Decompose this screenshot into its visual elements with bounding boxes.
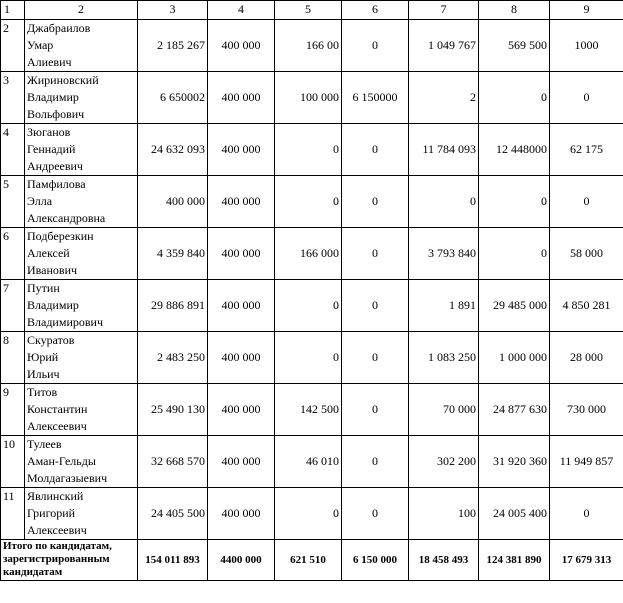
candidate-name-line: Аман-Гельды (27, 454, 96, 468)
value-cell-c9: 4 850 281 (550, 280, 623, 332)
table-row (1, 124, 623, 176)
candidate-name-line: Джабраилов (27, 21, 91, 35)
value-cell-c5: 0 (275, 280, 342, 332)
total-value-c7: 18 458 493 (409, 540, 479, 581)
table-row (1, 384, 623, 436)
value-cell-c8: 24 877 630 (479, 384, 550, 436)
value-cell-c9: 28 000 (550, 332, 623, 384)
row-number-cell: 10 (1, 436, 25, 488)
row-number-cell: 8 (1, 332, 25, 384)
value-cell-c5: 0 (275, 488, 342, 540)
row-number-cell: 4 (1, 124, 25, 176)
candidate-name-line: Титов (27, 385, 58, 399)
candidate-name-cell (25, 384, 138, 436)
value-cell-c6: 0 (342, 176, 409, 228)
candidate-name-line: Зюганов (27, 125, 71, 139)
value-cell-c3: 24 632 093 (138, 124, 208, 176)
value-cell-c4: 400 000 (208, 176, 275, 228)
table-row (1, 176, 623, 228)
total-value-c9: 17 679 313 (550, 540, 623, 581)
col-header-7: 7 (409, 1, 479, 20)
value-cell-c6: 0 (342, 488, 409, 540)
candidate-name-line: Владимир (27, 90, 79, 104)
value-cell-c6: 0 (342, 436, 409, 488)
value-cell-c7: 2 (409, 72, 479, 124)
candidate-name-line: Алиевич (27, 55, 72, 69)
candidate-name-line: Молдагазыевич (27, 471, 108, 485)
value-cell-c4: 400 000 (208, 384, 275, 436)
candidate-name-line: Геннадий (27, 142, 76, 156)
candidate-name-cell (25, 488, 138, 540)
value-cell-c4: 400 000 (208, 72, 275, 124)
candidate-name-cell (25, 20, 138, 72)
value-cell-c3: 2 483 250 (138, 332, 208, 384)
table-row (1, 72, 623, 124)
table-row (1, 436, 623, 488)
candidate-name-line: Скуратов (27, 333, 75, 347)
candidate-name-line: Подберезкин (27, 229, 94, 243)
candidate-name-line: Жириновский (27, 73, 99, 87)
row-number-cell: 5 (1, 176, 25, 228)
col-header-6: 6 (342, 1, 409, 20)
col-header-8: 8 (479, 1, 550, 20)
value-cell-c7: 100 (409, 488, 479, 540)
candidate-name-line: Иванович (27, 263, 78, 277)
value-cell-c3: 24 405 500 (138, 488, 208, 540)
value-cell-c4: 400 000 (208, 332, 275, 384)
candidate-name-line: Явлинский (27, 489, 84, 503)
candidate-name-line: Элла (27, 194, 53, 208)
value-cell-c6: 0 (342, 280, 409, 332)
value-cell-c8: 1 000 000 (479, 332, 550, 384)
value-cell-c7: 3 793 840 (409, 228, 479, 280)
column-number-header-row (1, 1, 623, 20)
value-cell-c6: 0 (342, 332, 409, 384)
candidate-name-cell (25, 332, 138, 384)
total-row (1, 540, 623, 581)
row-number-cell: 11 (1, 488, 25, 540)
candidate-name-line: Ильич (27, 367, 60, 381)
value-cell-c9: 11 949 857 (550, 436, 623, 488)
table-row (1, 332, 623, 384)
row-number-cell: 6 (1, 228, 25, 280)
value-cell-c9: 0 (550, 72, 623, 124)
candidate-name-line: Константин (27, 402, 88, 416)
value-cell-c7: 11 784 093 (409, 124, 479, 176)
value-cell-c8: 31 920 360 (479, 436, 550, 488)
total-label: Итого по кандидатам, зарегистрированным кандидатам (1, 540, 138, 581)
value-cell-c8: 29 485 000 (479, 280, 550, 332)
value-cell-c8: 0 (479, 228, 550, 280)
candidate-name-cell (25, 228, 138, 280)
candidate-name-cell (25, 436, 138, 488)
value-cell-c9: 0 (550, 176, 623, 228)
candidate-name-line: Александровна (27, 211, 106, 225)
value-cell-c3: 2 185 267 (138, 20, 208, 72)
candidate-name-line: Владимир (27, 298, 79, 312)
total-value-c5: 621 510 (275, 540, 342, 581)
candidate-name-line: Умар (27, 38, 54, 52)
value-cell-c4: 400 000 (208, 488, 275, 540)
value-cell-c5: 142 500 (275, 384, 342, 436)
value-cell-c8: 0 (479, 176, 550, 228)
value-cell-c9: 1000 (550, 20, 623, 72)
col-header-2: 2 (25, 1, 138, 20)
value-cell-c3: 29 886 891 (138, 280, 208, 332)
value-cell-c7: 1 083 250 (409, 332, 479, 384)
row-number-cell: 3 (1, 72, 25, 124)
value-cell-c8: 0 (479, 72, 550, 124)
value-cell-c6: 0 (342, 384, 409, 436)
value-cell-c5: 0 (275, 176, 342, 228)
table-row (1, 228, 623, 280)
value-cell-c5: 0 (275, 332, 342, 384)
total-value-c3: 154 011 893 (138, 540, 208, 581)
col-header-5: 5 (275, 1, 342, 20)
value-cell-c4: 400 000 (208, 280, 275, 332)
table-row (1, 280, 623, 332)
value-cell-c6: 6 150000 (342, 72, 409, 124)
value-cell-c5: 46 010 (275, 436, 342, 488)
value-cell-c5: 166 000 (275, 228, 342, 280)
candidate-name-line: Алексеевич (27, 523, 87, 537)
value-cell-c4: 400 000 (208, 124, 275, 176)
total-value-c8: 124 381 890 (479, 540, 550, 581)
value-cell-c5: 0 (275, 124, 342, 176)
col-header-4: 4 (208, 1, 275, 20)
value-cell-c7: 0 (409, 176, 479, 228)
value-cell-c4: 400 000 (208, 436, 275, 488)
value-cell-c6: 0 (342, 20, 409, 72)
value-cell-c7: 70 000 (409, 384, 479, 436)
value-cell-c3: 6 650002 (138, 72, 208, 124)
candidate-name-line: Андреевич (27, 159, 83, 173)
value-cell-c9: 730 000 (550, 384, 623, 436)
value-cell-c7: 302 200 (409, 436, 479, 488)
candidate-name-line: Алексей (27, 246, 70, 260)
candidate-name-line: Алексеевич (27, 419, 87, 433)
total-value-c6: 6 150 000 (342, 540, 409, 581)
candidate-name-cell (25, 72, 138, 124)
row-number-cell: 7 (1, 280, 25, 332)
value-cell-c4: 400 000 (208, 20, 275, 72)
value-cell-c8: 569 500 (479, 20, 550, 72)
row-number-cell: 9 (1, 384, 25, 436)
value-cell-c6: 0 (342, 124, 409, 176)
candidate-name-line: Вольфович (27, 107, 85, 121)
value-cell-c4: 400 000 (208, 228, 275, 280)
value-cell-c9: 62 175 (550, 124, 623, 176)
col-header-1: 1 (1, 1, 25, 20)
candidate-name-cell (25, 280, 138, 332)
value-cell-c3: 32 668 570 (138, 436, 208, 488)
candidate-name-cell (25, 176, 138, 228)
candidate-name-line: Путин (27, 281, 60, 295)
total-value-c4: 4400 000 (208, 540, 275, 581)
value-cell-c9: 0 (550, 488, 623, 540)
value-cell-c3: 25 490 130 (138, 384, 208, 436)
candidate-name-line: Юрий (27, 350, 59, 364)
value-cell-c6: 0 (342, 228, 409, 280)
candidate-name-line: Григорий (27, 506, 76, 520)
row-number-cell: 2 (1, 20, 25, 72)
value-cell-c8: 24 005 400 (479, 488, 550, 540)
value-cell-c7: 1 049 767 (409, 20, 479, 72)
value-cell-c5: 166 00 (275, 20, 342, 72)
col-header-9: 9 (550, 1, 623, 20)
value-cell-c9: 58 000 (550, 228, 623, 280)
candidate-name-line: Памфилова (27, 177, 86, 191)
candidate-name-cell (25, 124, 138, 176)
value-cell-c3: 400 000 (138, 176, 208, 228)
value-cell-c5: 100 000 (275, 72, 342, 124)
col-header-3: 3 (138, 1, 208, 20)
candidate-name-line: Тулеев (27, 437, 62, 451)
value-cell-c3: 4 359 840 (138, 228, 208, 280)
candidate-name-line: Владимирович (27, 315, 103, 329)
table-row (1, 488, 623, 540)
value-cell-c7: 1 891 (409, 280, 479, 332)
value-cell-c8: 12 448000 (479, 124, 550, 176)
table-row (1, 20, 623, 72)
